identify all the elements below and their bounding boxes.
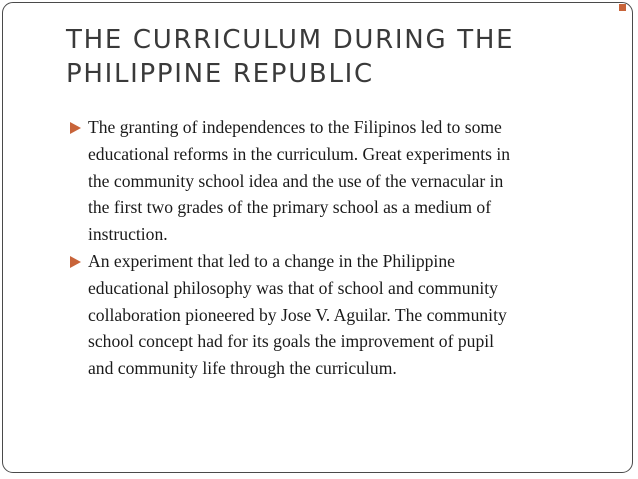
corner-accent-mark bbox=[619, 4, 626, 11]
bullet-1-line-2: educational reforms in the curriculum. Great experiments in bbox=[88, 143, 511, 164]
bullet-1-line-1: The granting of independences to the Filipinos led to some bbox=[88, 117, 502, 137]
bullet-arrow-icon bbox=[70, 122, 81, 134]
bullet-1-line-4: the first two grades of the primary school as a medium of bbox=[88, 197, 492, 218]
bullet-2-line-2: educational philosophy was that of school and community bbox=[88, 277, 498, 298]
bullet-1-line-3: the community school idea and the use of the vernacular in bbox=[88, 170, 504, 191]
slide-title-line-1: THE CURRICULUM DURING THE bbox=[66, 25, 515, 55]
slide-title-line-2: PHILIPPINE REPUBLIC bbox=[66, 59, 374, 89]
bullet-item-independence bbox=[68, 114, 608, 248]
bullet-1-line-5: instruction. bbox=[88, 224, 168, 245]
bullet-2-line-1: An experiment that led to a change in the Philippine bbox=[88, 250, 455, 271]
bullet-2-line-5: and community life through the curriculum. bbox=[88, 358, 397, 379]
bullet-list bbox=[68, 114, 608, 382]
slide-title bbox=[66, 23, 596, 91]
bullet-arrow-icon bbox=[70, 256, 81, 268]
bullet-2-line-3: collaboration pioneered by Jose V. Aguilar. The community bbox=[88, 304, 507, 325]
bullet-item-community-school bbox=[68, 248, 608, 382]
bullet-2-line-4: school concept had for its goals the improvement of pupil bbox=[88, 331, 495, 352]
